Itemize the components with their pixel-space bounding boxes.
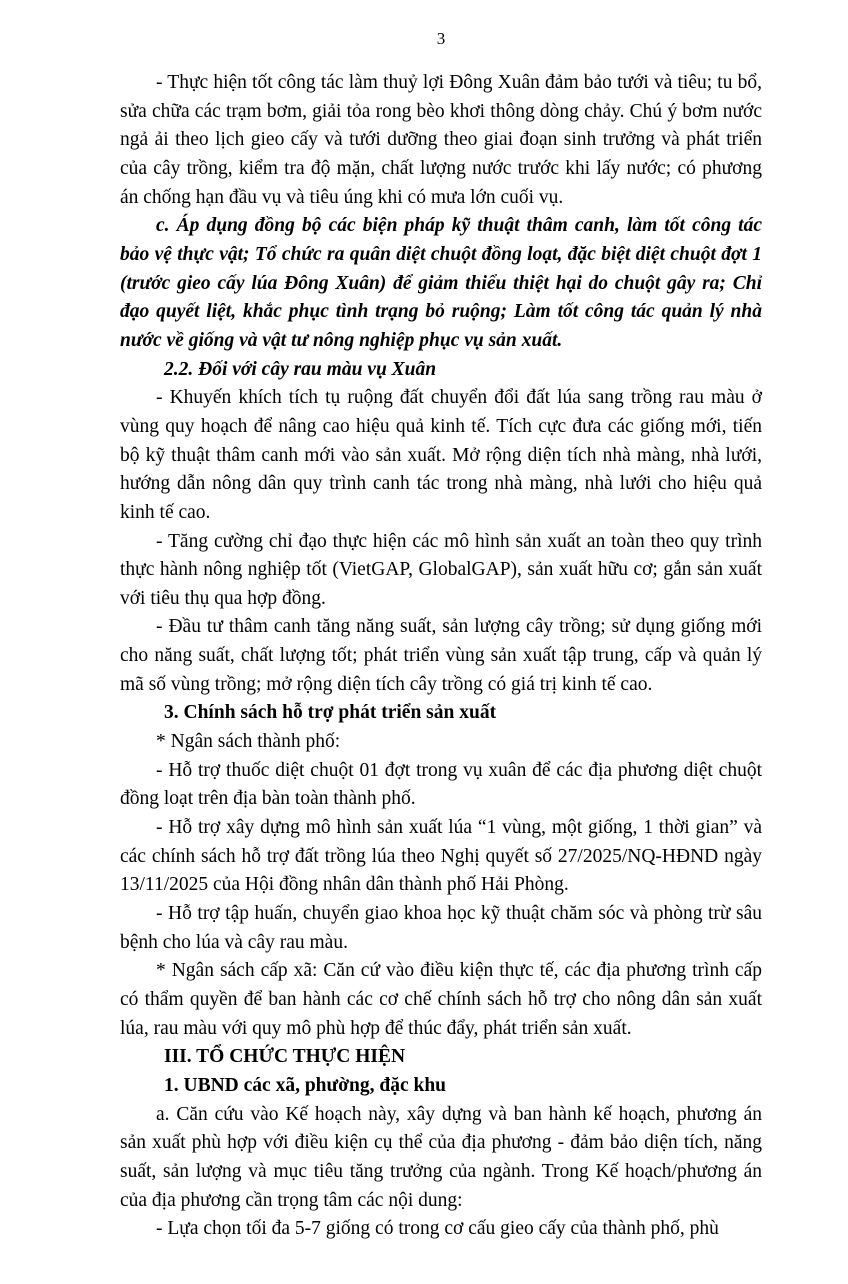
- document-body: [120, 69, 762, 1244]
- paragraph: - Đầu tư thâm canh tăng năng suất, sản lượng cây trồng; sử dụng giống mới cho năng suất, chất lượng tốt; phát triển vùng sản xuất tập trung, cấp và quản lý mã số vùng trồng; mở rộng diện tích cây trồng có giá trị kinh tế cao.: [120, 616, 762, 695]
- paragraph: * Ngân sách thành phố:: [156, 731, 341, 753]
- paragraph: - Hỗ trợ thuốc diệt chuột 01 đợt trong vụ xuân để các địa phương diệt chuột đồng loạt trên địa bàn toàn thành phố.: [120, 759, 762, 810]
- paragraph: - Tăng cường chỉ đạo thực hiện các mô hình sản xuất an toàn theo quy trình thực hành nông nghiệp tốt (VietGAP, GlobalGAP), sản xuất hữu cơ; gắn sản xuất với tiêu thụ qua hợp đồng.: [120, 530, 762, 609]
- paragraph: - Hỗ trợ xây dựng mô hình sản xuất lúa “1 vùng, một giống, 1 thời gian” và các chính sách hỗ trợ đất trồng lúa theo Nghị quyết số 27/2025/NQ-HĐND ngày 13/11/2025 của Hội đồng nhân dân thành phố Hải Phòng.: [120, 817, 762, 896]
- page-number: 3: [436, 29, 446, 48]
- paragraph: - Khuyến khích tích tụ ruộng đất chuyển đổi đất lúa sang trồng rau màu ở vùng quy hoạch để nâng cao hiệu quả kinh tế. Tích cực đưa các giống mới, tiến bộ kỹ thuật thâm canh mới vào sản xuất. Mở rộng diện tích nhà màng, nhà lưới, hướng dẫn nông dân quy trình canh tác trong nhà màng, nhà lưới cho hiệu quả kinh tế cao.: [120, 387, 762, 523]
- heading-iii: III. TỔ CHỨC THỰC HIỆN: [164, 1046, 406, 1068]
- heading-2-2: 2.2. Đối với cây rau màu vụ Xuân: [164, 358, 437, 380]
- paragraph: - Thực hiện tốt công tác làm thuỷ lợi Đông Xuân đảm bảo tưới và tiêu; tu bổ, sửa chữa các trạm bơm, giải tỏa rong bèo khơi thông dòng chảy. Chú ý bơm nước ngả ải theo lịch gieo cấy và tưới dưỡng theo giai đoạn sinh trưởng và phát triển của cây trồng, kiểm tra độ mặn, chất lượng nước trước khi lấy nước; có phương án chống hạn đầu vụ và tiêu úng khi có mưa lớn cuối vụ.: [120, 72, 762, 208]
- paragraph: - Hỗ trợ tập huấn, chuyển giao khoa học kỹ thuật chăm sóc và phòng trừ sâu bệnh cho lúa và cây rau màu.: [120, 903, 762, 953]
- heading-1-ubnd: 1. UBND các xã, phường, đặc khu: [164, 1074, 447, 1096]
- paragraph: * Ngân sách cấp xã: Căn cứ vào điều kiện thực tế, các địa phương trình cấp có thẩm quyền để ban hành các cơ chế chính sách hỗ trợ cho nông dân sản xuất lúa, rau màu với quy mô phù hợp để thúc đẩy, phát triển sản xuất.: [120, 960, 762, 1039]
- paragraph: - Lựa chọn tối đa 5-7 giống có trong cơ cấu gieo cấy của thành phố, phù: [156, 1218, 719, 1240]
- paragraph: a. Căn cứu vào Kế hoạch này, xây dựng và ban hành kế hoạch, phương án sản xuất phù hợp với điều kiện cụ thể của địa phương - đảm bảo diện tích, năng suất, sản lượng và mục tiêu tăng trưởng của ngành. Trong Kế hoạch/phương án của địa phương cần trọng tâm các nội dung:: [120, 1103, 762, 1211]
- heading-3: 3. Chính sách hỗ trợ phát triển sản xuất: [164, 702, 497, 724]
- paragraph-section-c: c. Áp dụng đồng bộ các biện pháp kỹ thuật thâm canh, làm tốt công tác bảo vệ thực vật; Tổ chức ra quân diệt chuột đồng loạt, đặc biệt diệt chuột đợt 1 (trước gieo cấy lúa Đông Xuân) để giảm thiểu thiệt hại do chuột gây ra; Chỉ đạo quyết liệt, khắc phục tình trạng bỏ ruộng; Làm tốt công tác quản lý nhà nước về giống và vật tư nông nghiệp phục vụ sản xuất.: [120, 215, 762, 351]
